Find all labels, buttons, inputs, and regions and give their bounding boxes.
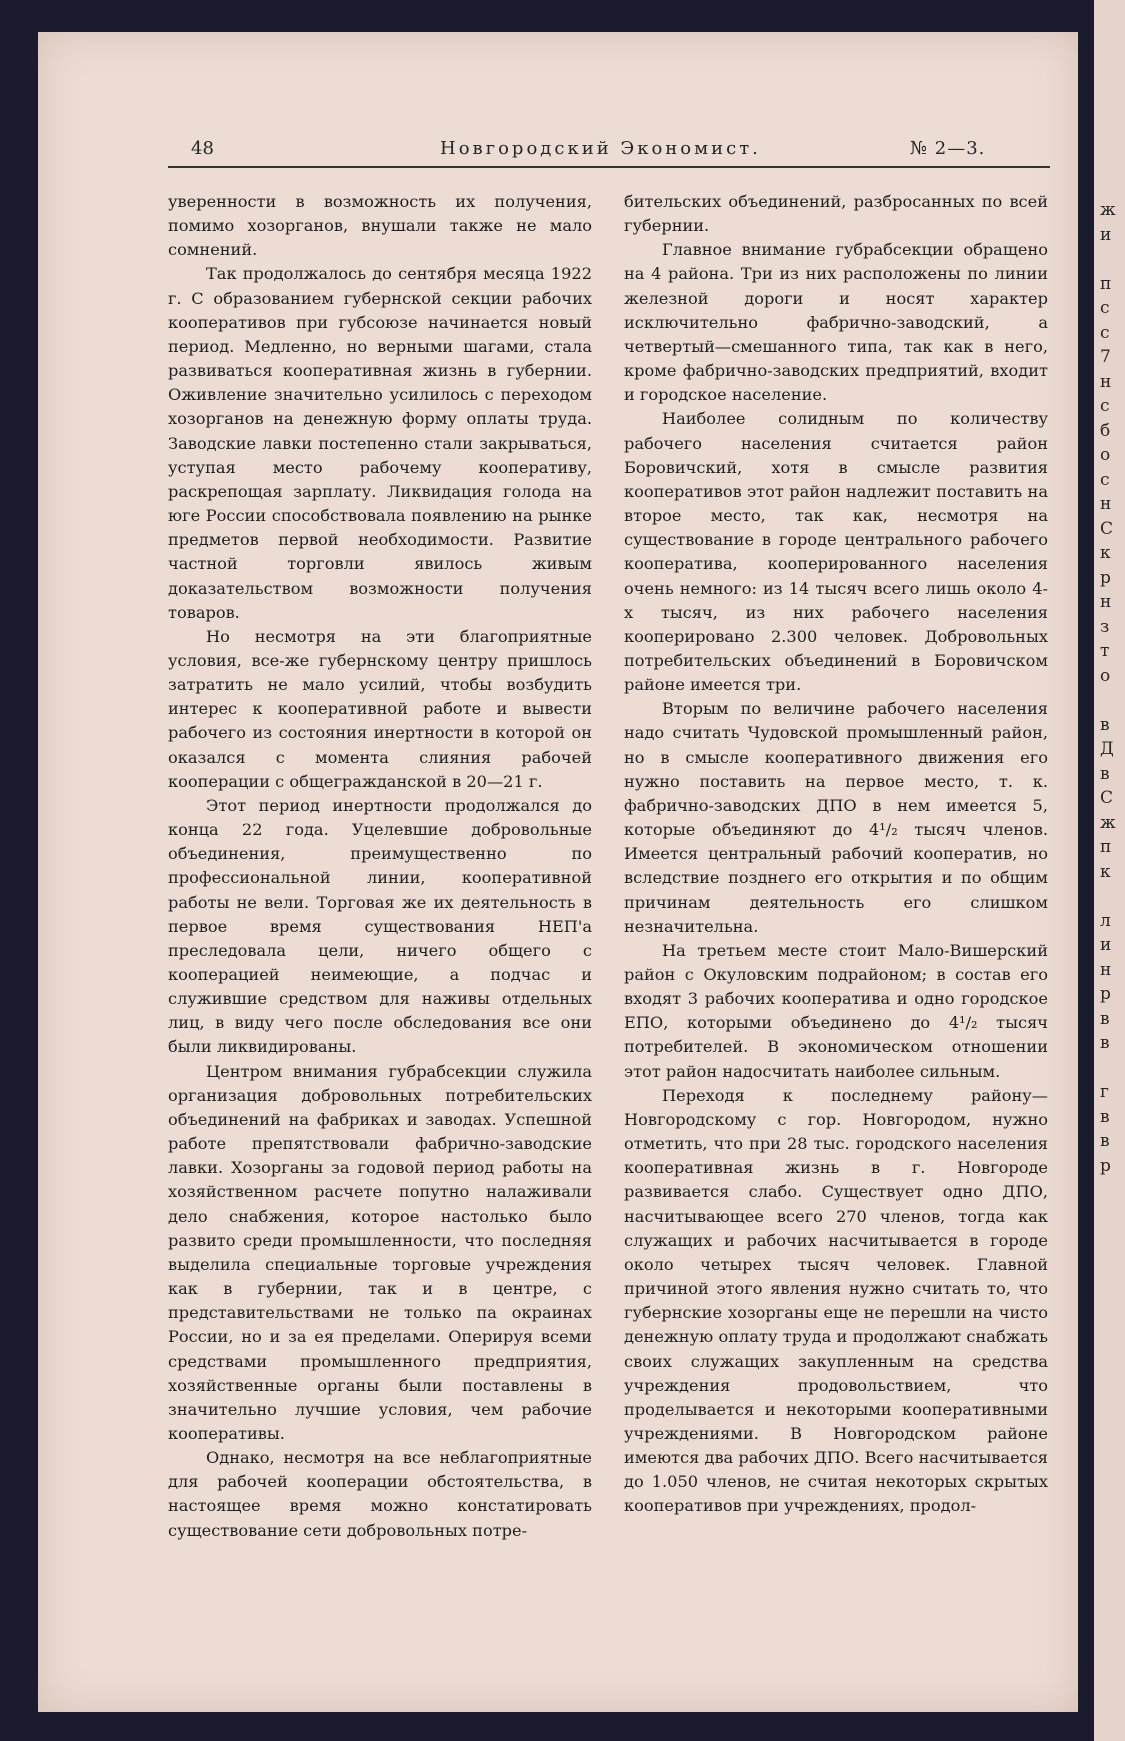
paragraph: Вторым по величине рабочего населения надо считать Чудовской промышленный район, но в смысле кооперативного движения его нужно поставить на первое место, т. к. фабрично-заводских ДПО в нем имеется 5, которые объединяют до 4¹/₂ тысяч членов. Имеется центральный рабочий кооператив, но вследствие позднего его открытия и по общим причинам деятельность его слишком незначительна. [624, 699, 1048, 936]
paragraph: Наиболее солидным по количеству рабочего населения считается район Боровичский, хотя в смысле развития кооперативов этот район надлежит поставить на второе место, так как, несмотря на существование в городе центрального рабочего кооператива, кооперированного населения очень немного: из 14 тысяч всего лишь около 4-х тысяч, из них рабочего населения кооперировано 2.300 человек. Добровольных потребительских объединений в Боровичском районе имеется три. [624, 409, 1048, 695]
paragraph: Главное внимание губрабсекции обращено на 4 района. Три из них расположены по линии железной дороги и носят характер исключительно фабрично-заводский, а четвертый—смешанного типа, так как в него, кроме фабрично-заводских предприятий, входит и городское население. [624, 240, 1048, 405]
journal-title: Новгородский Экономист. [440, 138, 761, 159]
right-column [624, 190, 1048, 1519]
issue-number: № 2—3. [910, 138, 986, 159]
paragraph: бительских объединений, разбросанных по всей губернии. [624, 192, 1048, 236]
neighbor-page-text: ж и п с с 7 н с б о с н С к р н з т о в Д в С ж п к л и н р в в г в в р [1100, 200, 1116, 1176]
paragraph: Этот период инертности продолжался до конца 22 года. Уцелевшие добровольные объединения, преимущественно по профессиональной линии, кооперативной работы не вели. Торговая же их деятельность в первое время существования НЕП'а преследовала цели, ничего общего с кооперацией неимеющие, а подчас и служившие средством для наживы отдельных лиц, в виду чего после обследования все они были ликвидированы. [168, 795, 592, 1057]
paragraph: Так продолжалось до сентября месяца 1922 г. С образованием губернской секции рабочих кооперативов при губсоюзе начинается новый период. Медленно, но верными шагами, стала развиваться кооперативная жизнь в губернии. Оживление значительно усилилось с переходом хозорганов на денежную форму оплаты труда. Заводские лавки постепенно стали закрываться, уступая место рабочему кооперативу, раскрепощая зарплату. Ликвидация голода на юге России способствовала появлению на рынке предметов первой необходимости. Развитие частной торговли явилось живым доказательством возможности получения товаров. [168, 264, 592, 622]
page-header [130, 130, 1050, 160]
header-rule [168, 166, 1050, 168]
paragraph: уверенности в возможность их получения, помимо хозорганов, внушали также не мало сомнений. [168, 192, 592, 260]
left-column [168, 190, 592, 1543]
paragraph: Центром внимания губрабсекции служила организация добровольных потребительских объединений на фабриках и заводах. Успешной работе препятствовали фабрично-заводские лавки. Хозорганы за годовой период работы на хозяйственном расчете попутно налаживали дело снабжения, которое настолько было развито среди промышленности, что последняя выделила специальные торговые учреждения как в губернии, так и в центре, с представительствами не только па окраинах России, но и за ея пределами. Оперируя всеми средствами промышленного предприятия, хозяйственные органы были поставлены в значительно лучшие условия, чем рабочие кооперативы. [168, 1061, 592, 1443]
paragraph: Но несмотря на эти благоприятные условия, все-же губернскому центру пришлось затратить не мало усилий, чтобы возбудить интерес к кооперативной работе и вывести рабочего из состояния инертности в которой он оказался с момента слияния рабочей кооперации с общегражданской в 20—21 г. [168, 626, 592, 791]
paragraph: Переходя к последнему району—Новгородскому с гор. Новгородом, нужно отметить, что при 28 тыс. городского населения кооперативная жизнь в г. Новгороде развивается слабо. Существует одно ДПО, насчитывающее всего 270 членов, тогда как служащих и рабочих насчитывается в городе около четырех тысяч человек. Главной причиной этого явления нужно считать то, что губернские хозорганы еще не перешли на чисто денежную оплату труда и продолжают снабжать своих служащих закупленным на средства учреждения продовольствием, что проделывается и некоторыми кооперативными учреждениями. В Новгородском районе имеются два рабочих ДПО. Всего насчитывается до 1.050 членов, не считая некоторых скрытых кооперативов при учреждениях, продол- [624, 1085, 1048, 1516]
paragraph: Однако, несмотря на все неблагоприятные для рабочей кооперации обстоятельства, в настоящее время можно констатировать существование сети добровольных потре- [168, 1448, 592, 1540]
paragraph: На третьем месте стоит Мало-Вишерский район с Окуловским подрайоном; в состав его входят 3 рабочих кооператива и одно городское ЕПО, которыми объединено до 4¹/₂ тысяч потребителей. В экономическом отношении этот район надосчитать наиболее сильным. [624, 940, 1048, 1081]
page-number: 48 [191, 138, 214, 159]
neighbor-page-edge [1094, 0, 1125, 1741]
